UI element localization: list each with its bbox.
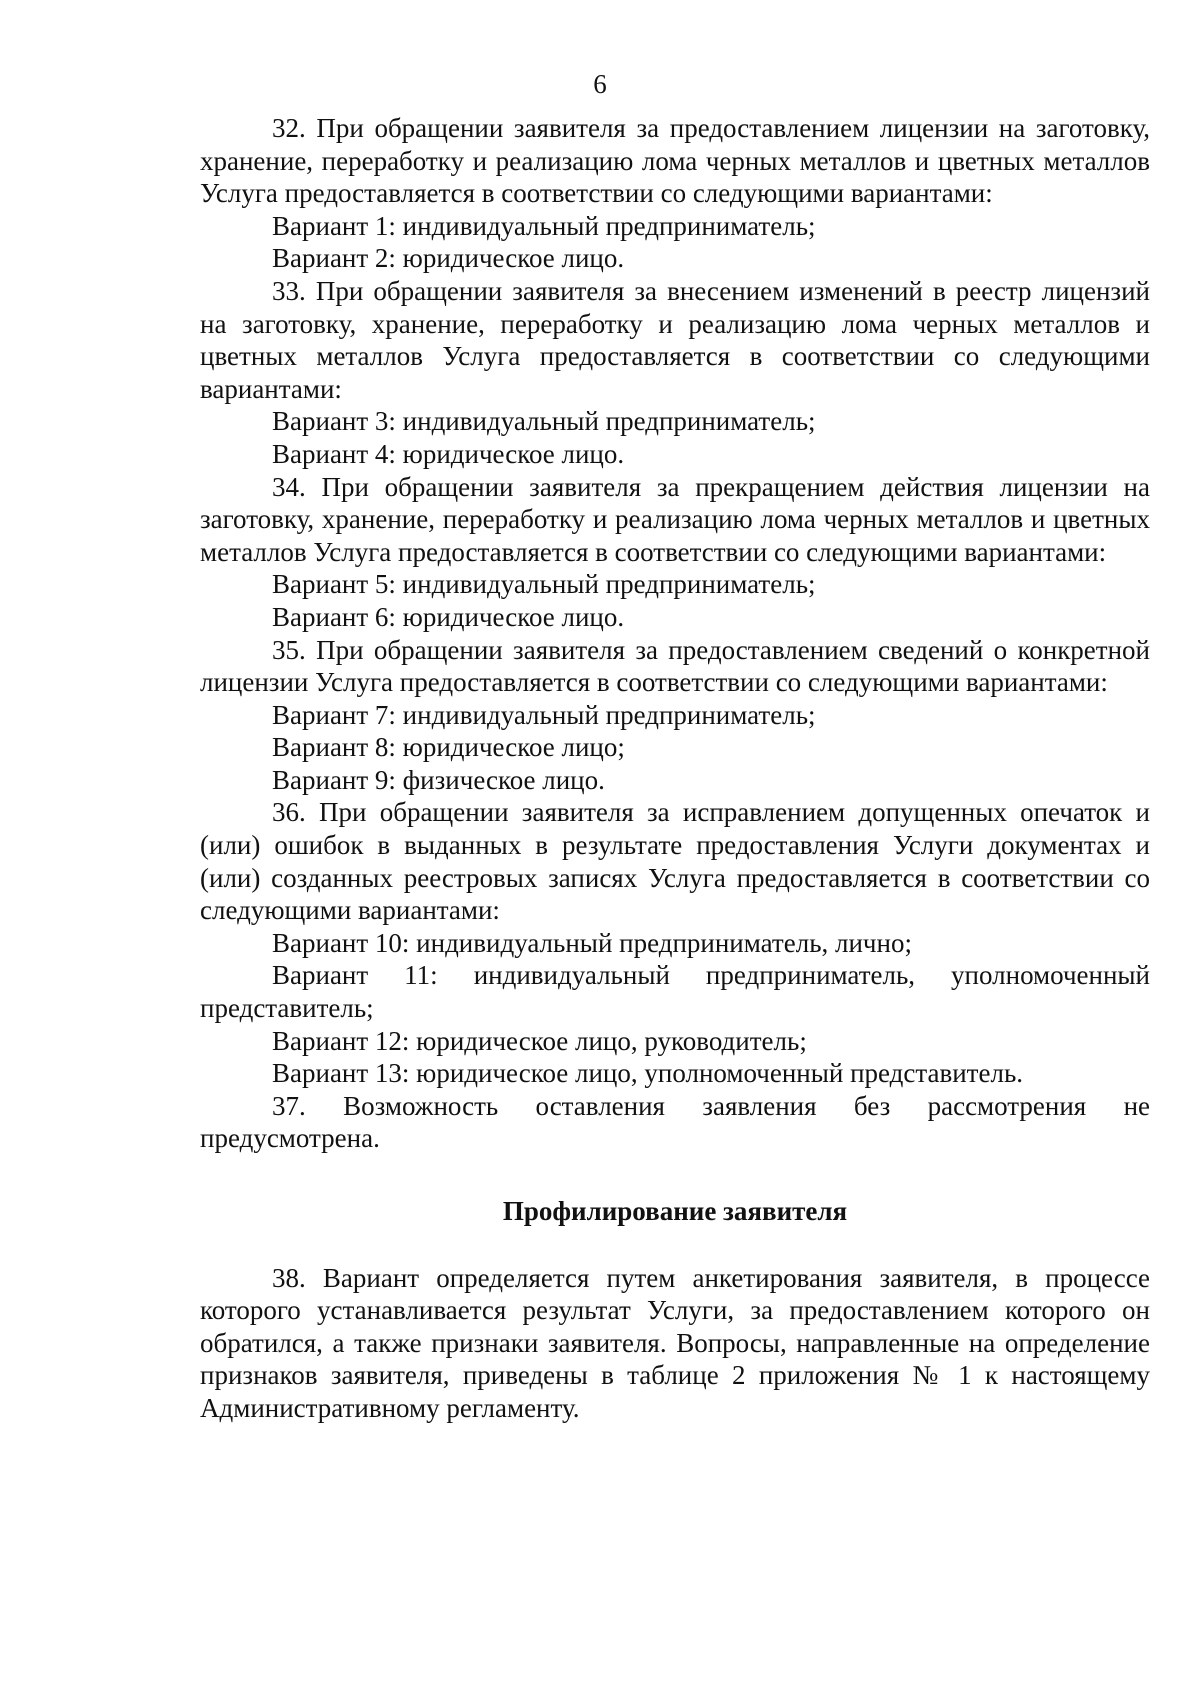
paragraph: 32. При обращении заявителя за предоставлением лицензии на заготовку, хранение, переработку и реализацию лома черных металлов и цветных металлов Услуга предоставляется в соответствии со следующими вариантами:	[200, 113, 1150, 209]
variant-line: Вариант 12: юридическое лицо, руководитель;	[272, 1025, 807, 1056]
variant-line: Вариант 8: юридическое лицо;	[272, 732, 625, 763]
variant-line: Вариант 2: юридическое лицо.	[272, 243, 625, 274]
variant-line: Вариант 6: юридическое лицо.	[272, 601, 625, 632]
variant-line: Вариант 9: физическое лицо.	[272, 764, 605, 795]
variant-line: Вариант 1: индивидуальный предприниматель;	[272, 210, 816, 241]
variant-line: Вариант 13: юридическое лицо, уполномоченный представитель.	[272, 1058, 1024, 1089]
variant-line: Вариант 10: индивидуальный предприниматель, лично;	[272, 927, 912, 958]
paragraph: 35. При обращении заявителя за предоставлением сведений о конкретной лицензии Услуга предоставляется в соответствии со следующими вариантами:	[200, 634, 1150, 698]
section-heading: Профилирование заявителя	[502, 1196, 848, 1226]
paragraph: 36. При обращении заявителя за исправлением допущенных опечаток и (или) ошибок в выданных в результате предоставления Услуги документах и (или) созданных реестровых записях Услуга предоставляется в соответствии со следующими вариантами:	[200, 797, 1150, 926]
paragraph: 34. При обращении заявителя за прекращением действия лицензии на заготовку, хранение, переработку и реализацию лома черных металлов и цветных металлов Услуга предоставляется в соответствии со следующими вариантами:	[200, 471, 1150, 567]
variant-line: Вариант 5: индивидуальный предприниматель;	[272, 569, 816, 600]
paragraph-38: 38. Вариант определяется путем анкетирования заявителя, в процессе которого устанавливается результат Услуги, за предоставлением которого он обратился, а также признаки заявителя. Вопросы, направленные на определение признаков заявителя, приведены в таблице 2 приложения № 1 к настоящему Административному регламенту.	[200, 1262, 1150, 1423]
document-body	[200, 112, 1150, 1425]
paragraph: 37. Возможность оставления заявления без рассмотрения не предусмотрена.	[200, 1090, 1150, 1154]
variant-line: Вариант 3: индивидуальный предприниматель;	[272, 406, 816, 437]
variant-line: Вариант 11: индивидуальный предприниматель, уполномоченный представитель;	[200, 960, 1150, 1024]
clauses-list	[200, 112, 1150, 1155]
page-number: 6	[593, 69, 607, 99]
variant-line: Вариант 7: индивидуальный предприниматель;	[272, 699, 816, 730]
variant-line: Вариант 4: юридическое лицо.	[272, 438, 625, 469]
paragraph: 33. При обращении заявителя за внесением изменений в реестр лицензий на заготовку, хранение, переработку и реализацию лома черных металлов и цветных металлов Услуга предоставляется в соответствии со следующими вариантами:	[200, 275, 1150, 404]
